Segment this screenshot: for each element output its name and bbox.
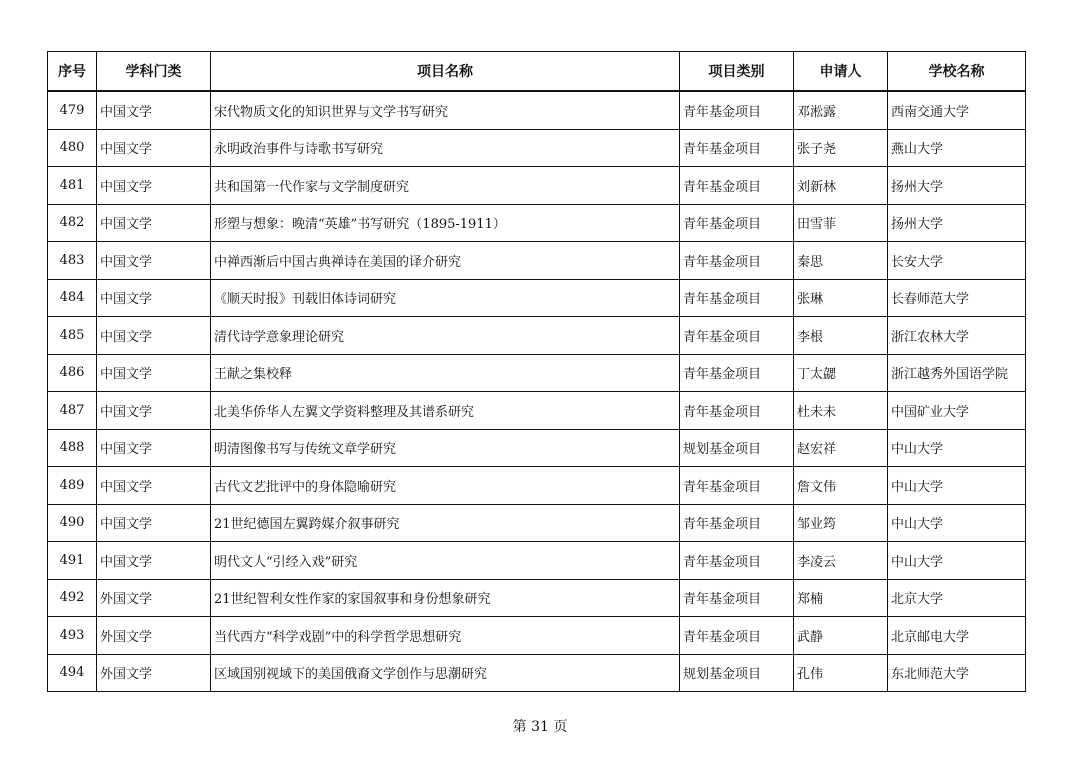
cell-applicant: 李根	[794, 317, 888, 355]
cell-project-type: 青年基金项目	[680, 617, 794, 655]
cell-discipline: 外国文学	[97, 617, 211, 655]
table-row	[48, 579, 1026, 617]
cell-seq: 486	[48, 354, 97, 392]
cell-applicant: 田雪菲	[794, 204, 888, 242]
header-discipline: 学科门类	[97, 52, 211, 92]
cell-seq: 492	[48, 579, 97, 617]
cell-discipline: 中国文学	[97, 354, 211, 392]
cell-seq: 494	[48, 654, 97, 692]
cell-project-type: 青年基金项目	[680, 354, 794, 392]
cell-project-type: 青年基金项目	[680, 579, 794, 617]
cell-discipline: 外国文学	[97, 579, 211, 617]
cell-discipline: 中国文学	[97, 467, 211, 505]
cell-seq: 484	[48, 279, 97, 317]
header-project-name: 项目名称	[211, 52, 680, 92]
cell-project-name: 21世纪德国左翼跨媒介叙事研究	[211, 504, 680, 542]
cell-discipline: 中国文学	[97, 392, 211, 430]
cell-school: 东北师范大学	[888, 654, 1026, 692]
cell-discipline: 中国文学	[97, 204, 211, 242]
cell-seq: 485	[48, 317, 97, 355]
cell-school: 浙江越秀外国语学院	[888, 354, 1026, 392]
cell-project-name: 《顺天时报》刊载旧体诗词研究	[211, 279, 680, 317]
cell-seq: 483	[48, 242, 97, 280]
cell-applicant: 郑楠	[794, 579, 888, 617]
cell-project-type: 规划基金项目	[680, 654, 794, 692]
cell-applicant: 邓淞露	[794, 91, 888, 129]
cell-discipline: 外国文学	[97, 654, 211, 692]
cell-project-type: 规划基金项目	[680, 429, 794, 467]
table-body	[48, 91, 1026, 692]
cell-seq: 479	[48, 91, 97, 129]
table-header	[48, 52, 1026, 92]
table-row	[48, 167, 1026, 205]
cell-project-type: 青年基金项目	[680, 504, 794, 542]
table-row	[48, 91, 1026, 129]
cell-applicant: 杜未未	[794, 392, 888, 430]
cell-project-type: 青年基金项目	[680, 204, 794, 242]
cell-project-name: 王献之集校释	[211, 354, 680, 392]
cell-applicant: 武静	[794, 617, 888, 655]
cell-school: 西南交通大学	[888, 91, 1026, 129]
cell-discipline: 中国文学	[97, 129, 211, 167]
table-row	[48, 654, 1026, 692]
cell-applicant: 詹文伟	[794, 467, 888, 505]
cell-applicant: 张子尧	[794, 129, 888, 167]
header-school: 学校名称	[888, 52, 1026, 92]
cell-school: 中山大学	[888, 429, 1026, 467]
cell-project-name: 21世纪智利女性作家的家国叙事和身份想象研究	[211, 579, 680, 617]
table-row	[48, 204, 1026, 242]
cell-project-name: 古代文艺批评中的身体隐喻研究	[211, 467, 680, 505]
cell-project-type: 青年基金项目	[680, 542, 794, 580]
cell-discipline: 中国文学	[97, 542, 211, 580]
cell-seq: 487	[48, 392, 97, 430]
header-seq: 序号	[48, 52, 97, 92]
table-row	[48, 129, 1026, 167]
cell-applicant: 秦思	[794, 242, 888, 280]
cell-project-name: 共和国第一代作家与文学制度研究	[211, 167, 680, 205]
table-row	[48, 317, 1026, 355]
cell-applicant: 刘新林	[794, 167, 888, 205]
cell-seq: 491	[48, 542, 97, 580]
cell-project-name: 明清图像书写与传统文章学研究	[211, 429, 680, 467]
cell-school: 浙江农林大学	[888, 317, 1026, 355]
cell-seq: 488	[48, 429, 97, 467]
cell-project-name: 中禅西渐后中国古典禅诗在美国的译介研究	[211, 242, 680, 280]
cell-project-type: 青年基金项目	[680, 392, 794, 430]
cell-project-name: 清代诗学意象理论研究	[211, 317, 680, 355]
cell-seq: 482	[48, 204, 97, 242]
cell-project-type: 青年基金项目	[680, 167, 794, 205]
cell-project-name: 宋代物质文化的知识世界与文学书写研究	[211, 91, 680, 129]
cell-applicant: 张琳	[794, 279, 888, 317]
cell-project-type: 青年基金项目	[680, 279, 794, 317]
cell-project-type: 青年基金项目	[680, 317, 794, 355]
cell-applicant: 赵宏祥	[794, 429, 888, 467]
cell-applicant: 孔伟	[794, 654, 888, 692]
table-row	[48, 542, 1026, 580]
cell-applicant: 李凌云	[794, 542, 888, 580]
cell-project-type: 青年基金项目	[680, 129, 794, 167]
cell-seq: 481	[48, 167, 97, 205]
cell-project-name: 形塑与想象：晚清“英雄”书写研究（1895-1911）	[211, 204, 680, 242]
table-row	[48, 242, 1026, 280]
cell-project-name: 北美华侨华人左翼文学资料整理及其谱系研究	[211, 392, 680, 430]
cell-school: 扬州大学	[888, 167, 1026, 205]
cell-school: 中山大学	[888, 467, 1026, 505]
cell-applicant: 丁太勰	[794, 354, 888, 392]
cell-discipline: 中国文学	[97, 167, 211, 205]
cell-discipline: 中国文学	[97, 504, 211, 542]
table-row	[48, 617, 1026, 655]
cell-school: 中山大学	[888, 504, 1026, 542]
cell-seq: 489	[48, 467, 97, 505]
cell-school: 中国矿业大学	[888, 392, 1026, 430]
cell-seq: 493	[48, 617, 97, 655]
cell-project-type: 青年基金项目	[680, 242, 794, 280]
cell-school: 燕山大学	[888, 129, 1026, 167]
cell-discipline: 中国文学	[97, 429, 211, 467]
table-row	[48, 354, 1026, 392]
table-row	[48, 467, 1026, 505]
cell-discipline: 中国文学	[97, 279, 211, 317]
cell-seq: 480	[48, 129, 97, 167]
cell-project-name: 当代西方“科学戏剧”中的科学哲学思想研究	[211, 617, 680, 655]
project-table	[47, 51, 1026, 692]
table-row	[48, 429, 1026, 467]
cell-project-type: 青年基金项目	[680, 91, 794, 129]
cell-project-name: 明代文人“引经入戏”研究	[211, 542, 680, 580]
table-row	[48, 392, 1026, 430]
cell-school: 北京大学	[888, 579, 1026, 617]
cell-seq: 490	[48, 504, 97, 542]
cell-project-name: 区域国别视域下的美国俄裔文学创作与思潮研究	[211, 654, 680, 692]
cell-project-name: 永明政治事件与诗歌书写研究	[211, 129, 680, 167]
cell-school: 长安大学	[888, 242, 1026, 280]
cell-applicant: 邹业筠	[794, 504, 888, 542]
table-row	[48, 504, 1026, 542]
cell-discipline: 中国文学	[97, 317, 211, 355]
cell-project-type: 青年基金项目	[680, 467, 794, 505]
header-row	[48, 52, 1026, 92]
cell-discipline: 中国文学	[97, 91, 211, 129]
cell-school: 长春师范大学	[888, 279, 1026, 317]
header-applicant: 申请人	[794, 52, 888, 92]
page-number: 第 31 页	[512, 719, 568, 735]
cell-discipline: 中国文学	[97, 242, 211, 280]
header-project-type: 项目类别	[680, 52, 794, 92]
table-row	[48, 279, 1026, 317]
cell-school: 北京邮电大学	[888, 617, 1026, 655]
cell-school: 扬州大学	[888, 204, 1026, 242]
cell-school: 中山大学	[888, 542, 1026, 580]
